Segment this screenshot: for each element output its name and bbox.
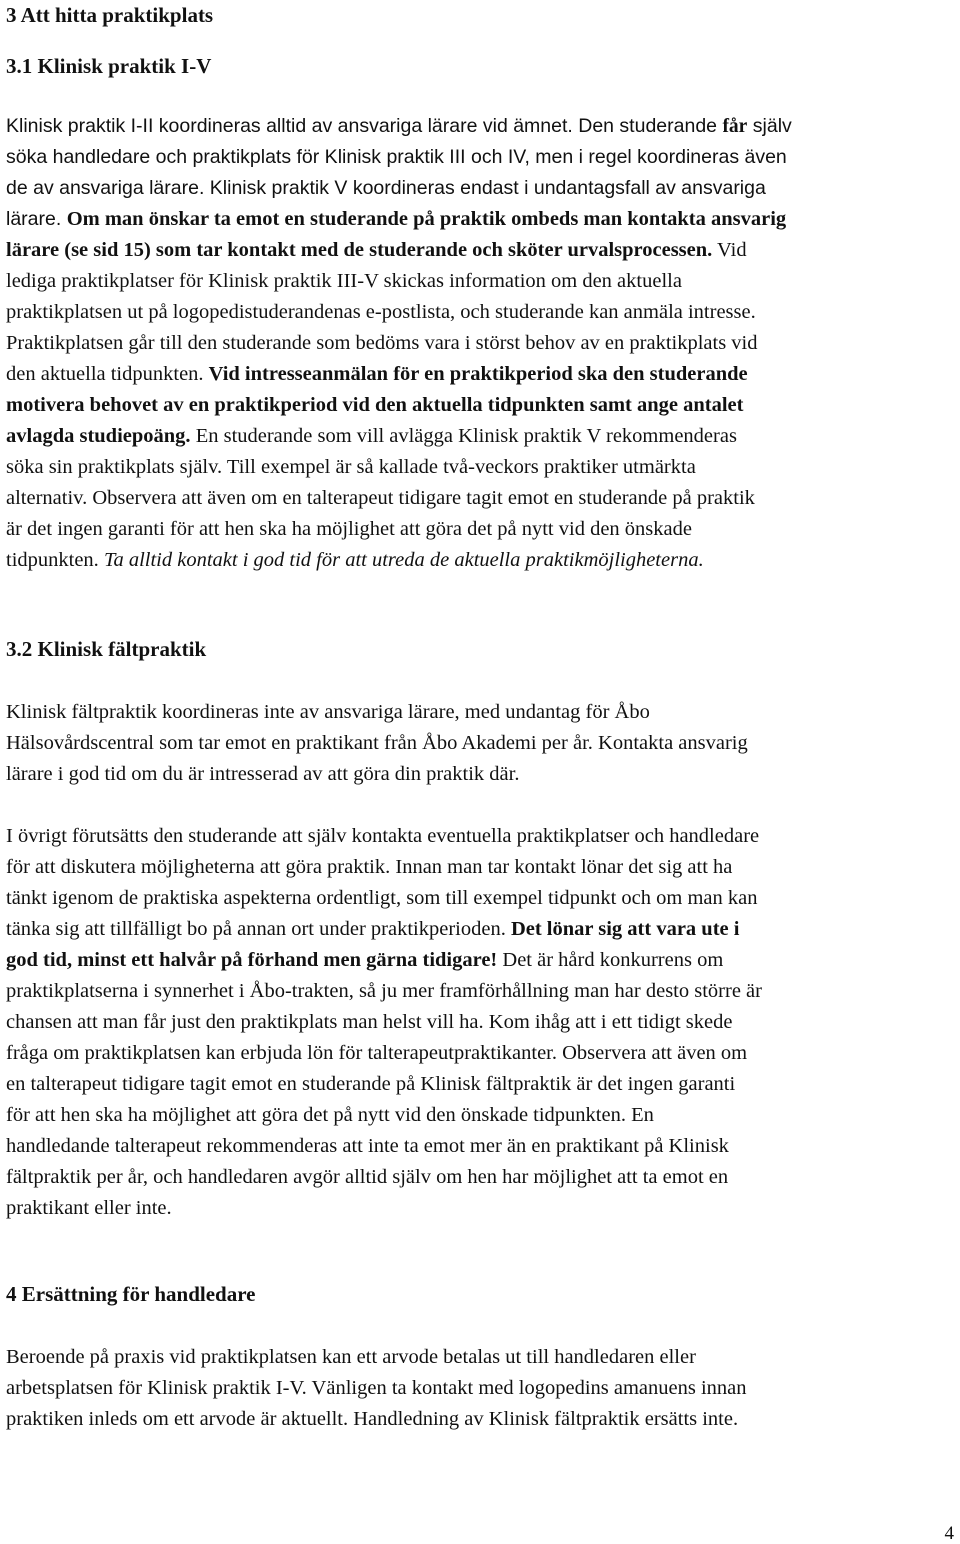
- text-line: fältpraktik per år, och handledaren avgör alltid själv om hen har möjlighet att ta emot en: [6, 1166, 729, 1188]
- text-line: för att hen ska ha möjlighet att göra det på nytt vid den önskade tidpunkten. En: [6, 1104, 654, 1126]
- text-run: lärare.: [6, 208, 67, 230]
- text-line: [6, 111, 958, 142]
- text-line: [6, 390, 958, 421]
- text-line: [6, 945, 958, 976]
- bold-run: avlagda studiepoäng.: [6, 425, 191, 447]
- text-line: söka sin praktikplats själv. Till exempel är så kallade två-veckors praktiker utmärkta: [6, 456, 696, 478]
- text-line: söka handledare och praktikplats för Klinisk praktik III och IV, men i regel koordineras även: [6, 146, 787, 168]
- text-line: arbetsplatsen för Klinisk praktik I-V. Vänligen ta kontakt med logopedins amanuens innan: [6, 1377, 747, 1399]
- text-line: praktikplatsen ut på logopedistuderandenas e-postlista, och studerande kan anmäla intresse.: [6, 301, 756, 323]
- text-line: I övrigt förutsätts den studerande att själv kontakta eventuella praktikplatser och handledare: [6, 825, 760, 847]
- section-3-2-paragraph-2: [6, 821, 958, 1224]
- text-line: de av ansvariga lärare. Klinisk praktik V koordineras endast i undantagsfall av ansvariga: [6, 177, 766, 199]
- text-run: den aktuella tidpunkten.: [6, 363, 209, 385]
- section-4-paragraph: [6, 1342, 958, 1435]
- text-line: handledande talterapeut rekommenderas att inte ta emot mer än en praktikant på Klinisk: [6, 1135, 729, 1157]
- text-run: själv: [747, 115, 792, 137]
- text-line: Klinisk fältpraktik koordineras inte av ansvariga lärare, med undantag för Åbo: [6, 701, 650, 723]
- text-line: [6, 545, 958, 576]
- text-line: [6, 359, 958, 390]
- bold-run: Vid intresseanmälan för en praktikperiod ska den studerande: [208, 363, 748, 385]
- text-line: [6, 235, 958, 266]
- text-line: lärare i god tid om du är intresserad av att göra din praktik där.: [6, 763, 520, 785]
- text-line: alternativ. Observera att även om en talterapeut tidigare tagit emot en studerande på praktik: [6, 487, 755, 509]
- section-3-heading: 3 Att hitta praktikplats: [6, 3, 214, 27]
- text-run: Vid: [712, 239, 747, 261]
- page-number: 4: [944, 1523, 954, 1544]
- section-3-1-paragraph: [6, 111, 958, 576]
- text-line: är det ingen garanti för att hen ska ha möjlighet att göra det på nytt vid den önskade: [6, 518, 692, 540]
- section-4-heading: 4 Ersättning för handledare: [6, 1282, 256, 1306]
- text-run: Klinisk praktik I-II koordineras alltid av ansvariga lärare vid ämnet. Den studerande: [6, 115, 723, 137]
- text-line: praktikplatserna i synnerhet i Åbo-trakten, så ju mer framförhållning man har desto större är: [6, 980, 762, 1002]
- text-run: En studerande som vill avlägga Klinisk praktik V rekommenderas: [190, 425, 737, 447]
- text-line: praktiken inleds om ett arvode är aktuellt. Handledning av Klinisk fältpraktik ersätts inte.: [6, 1408, 739, 1430]
- text-line: för att diskutera möjligheterna att göra praktik. Innan man tar kontakt lönar det sig att ha: [6, 856, 733, 878]
- text-line: en talterapeut tidigare tagit emot en studerande på Klinisk fältpraktik är det ingen garanti: [6, 1073, 736, 1095]
- text-line: Hälsovårdscentral som tar emot en praktikant från Åbo Akademi per år. Kontakta ansvarig: [6, 732, 748, 754]
- text-line: [6, 914, 958, 945]
- text-run: tidpunkten.: [6, 549, 104, 571]
- text-line: chansen att man får just den praktikplats man helst vill ha. Kom ihåg att i ett tidigt skede: [6, 1011, 733, 1033]
- text-line: [6, 204, 958, 235]
- text-run: Det är hård konkurrens om: [497, 949, 724, 971]
- section-3-1-heading: 3.1 Klinisk praktik I-V: [6, 54, 212, 78]
- bold-run: Det lönar sig att vara ute i: [510, 918, 740, 940]
- text-run: tänka sig att tillfälligt bo på annan ort under praktikperioden.: [6, 918, 511, 940]
- bold-run: får: [722, 116, 748, 137]
- bold-run: lärare (se sid 15) som tar kontakt med de studerande och sköter urvalsprocessen.: [6, 239, 713, 261]
- bold-run: god tid, minst ett halvår på förhand men gärna tidigare!: [6, 949, 498, 971]
- text-line: Beroende på praxis vid praktikplatsen kan ett arvode betalas ut till handledaren eller: [6, 1346, 696, 1368]
- text-line: fråga om praktikplatsen kan erbjuda lön för talterapeutpraktikanter. Observera att även om: [6, 1042, 748, 1064]
- text-line: Praktikplatsen går till den studerande som bedöms vara i störst behov av en praktikplats vid: [6, 332, 758, 354]
- section-3-2-paragraph-1: [6, 697, 958, 790]
- text-line: lediga praktikplatser för Klinisk praktik III-V skickas information om den aktuella: [6, 270, 682, 292]
- text-line: praktikant eller inte.: [6, 1197, 172, 1219]
- bold-run: motivera behovet av en praktikperiod vid den aktuella tidpunkten samt ange antalet: [6, 394, 744, 416]
- text-line: tänkt igenom de praktiska aspekterna ordentligt, som till exempel tidpunkt och om man kan: [6, 887, 758, 909]
- italic-run: Ta alltid kontakt i god tid för att utreda de aktuella praktikmöjligheterna.: [103, 549, 704, 571]
- bold-run: Om man önskar ta emot en studerande på praktik ombeds man kontakta ansvarig: [66, 208, 787, 230]
- text-line: [6, 421, 958, 452]
- section-3-2-heading: 3.2 Klinisk fältpraktik: [6, 637, 207, 661]
